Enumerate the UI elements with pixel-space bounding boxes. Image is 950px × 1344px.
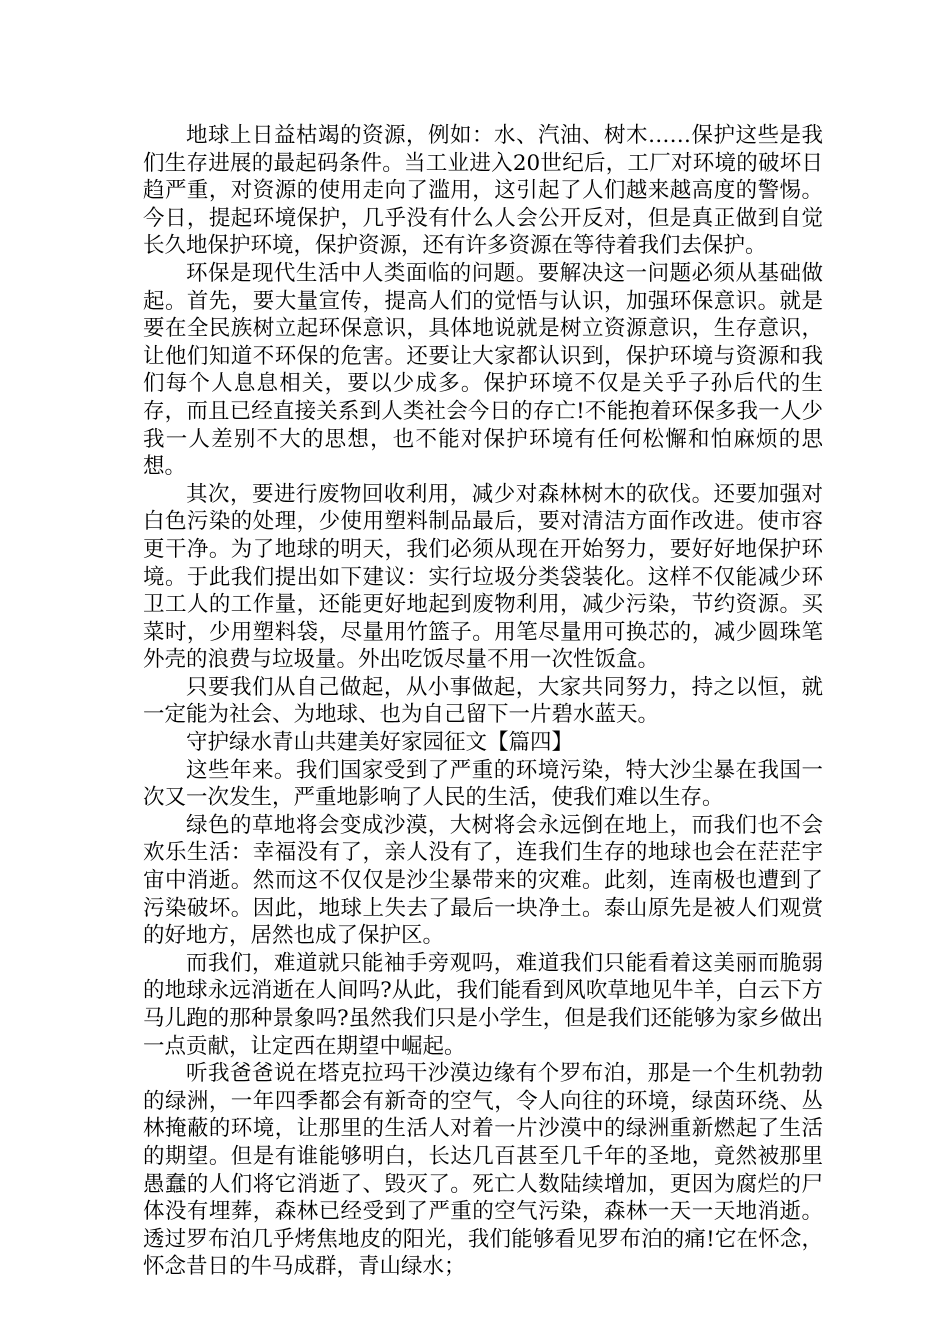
paragraph: 只要我们从自己做起，从小事做起，大家共同努力，持之以恒，就一定能为社会、为地球、也为自己留下一片碧水蓝天。 <box>143 674 823 728</box>
paragraph: 地球上日益枯竭的资源，例如：水、汽油、树木……保护这些是我们生存进展的最起码条件。当工业进入20世纪后，工厂对环境的破坏日趋严重，对资源的使用走向了滥用，这引起了人们越来越高度的警惕。今日，提起环境保护，几乎没有什么人会公开反对，但是真正做到自觉长久地保护环境，保护资源，还有许多资源在等待着我们去保护。 <box>143 123 823 259</box>
paragraph: 其次，要进行废物回收利用，减少对森林树木的砍伐。还要加强对白色污染的处理，少使用塑料制品最后，要对清洁方面作改进。使市容更干净。为了地球的明天，我们必须从现在开始努力，要好好地保护环境。于此我们提出如下建议：实行垃圾分类袋装化。这样不仅能减少环卫工人的工作量，还能更好地起到废物利用，减少污染，节约资源。买菜时，少用塑料袋，尽量用竹篮子。用笔尽量用可换芯的，减少圆珠笔外壳的浪费与垃圾量。外出吃饭尽量不用一次性饭盒。 <box>143 481 823 673</box>
paragraph: 绿色的草地将会变成沙漠，大树将会永远倒在地上，而我们也不会欢乐生活：幸福没有了，亲人没有了，连我们生存的地球也会在茫茫宇宙中消逝。然而这不仅仅是沙尘暴带来的灾难。此刻，连南极也遭到了污染破坏。因此，地球上失去了最后一块净土。泰山原先是被人们观赏的好地方，居然也成了保护区。 <box>143 812 823 949</box>
paragraph: 听我爸爸说在塔克拉玛干沙漠边缘有个罗布泊，那是一个生机勃勃的绿洲，一年四季都会有新奇的空气，令人向往的环境，绿茵环绕、丛林掩蔽的环境，让那里的生活人对着一片沙漠中的绿洲重新燃起了生活的期望。但是有谁能够明白，长达几百甚至几千年的圣地，竟然被那里愚蠢的人们将它消逝了、毁灭了。死亡人数陆续增加，更因为腐烂的尸体没有埋葬，森林已经受到了严重的空气污染，森林一天一天地消逝。透过罗布泊几乎烤焦地皮的阳光，我们能够看见罗布泊的痛!它在怀念，怀念昔日的牛马成群，青山绿水； <box>143 1061 823 1280</box>
paragraph: 这些年来。我们国家受到了严重的环境污染，特大沙尘暴在我国一次又一次发生，严重地影响了人民的生活，使我们难以生存。 <box>143 757 823 811</box>
section-heading: 守护绿水青山共建美好家园征文【篇四】 <box>186 730 574 756</box>
paragraph: 而我们，难道就只能袖手旁观吗，难道我们只能看着这美丽而脆弱的地球永远消逝在人间吗?从此，我们能看到风吹草地见牛羊，白云下方马儿跑的那种景象吗?虽然我们只是小学生，但是我们还能够为家乡做出一点贡献，让定西在期望中崛起。 <box>143 950 823 1059</box>
document-body <box>143 122 823 1281</box>
paragraph: 环保是现代生活中人类面临的问题。要解决这一问题必须从基础做起。首先，要大量宣传，提高人们的觉悟与认识，加强环保意识。就是要在全民族树立起环保意识，具体地说就是树立资源意识，生存意识，让他们知道不环保的危害。还要让大家都认识到，保护环境与资源和我们每个人息息相关，要以少成多。保护环境不仅是关乎子孙后代的生存，而且已经直接关系到人类社会今日的存亡!不能抱着环保多我一人少我一人差别不大的思想，也不能对保护环境有任何松懈和怕麻烦的思想。 <box>143 260 823 480</box>
